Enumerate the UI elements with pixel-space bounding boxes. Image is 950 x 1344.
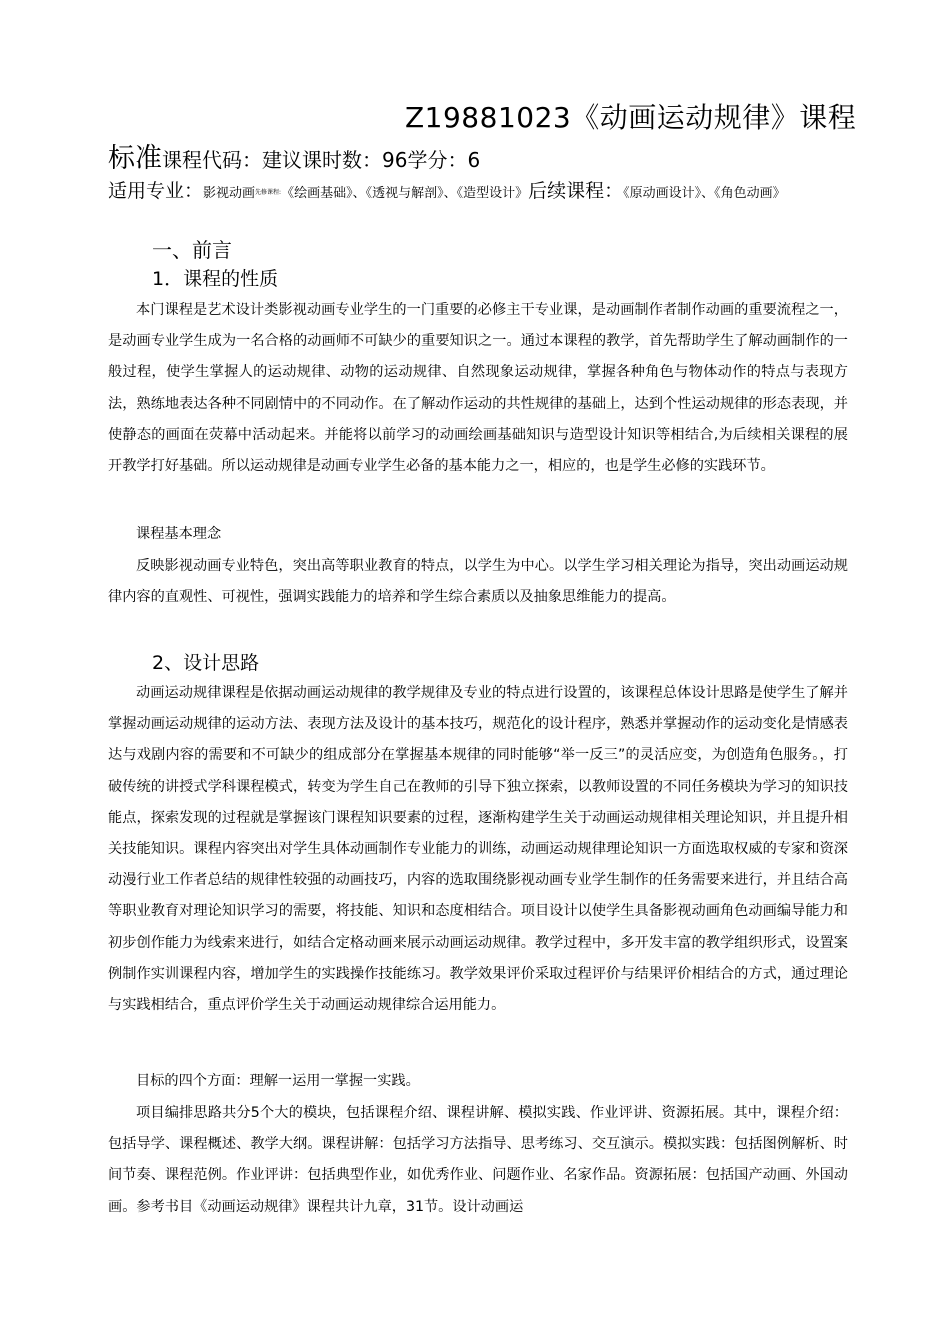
paragraph-course-nature: 本门课程是艺术设计类影视动画专业学生的一门重要的必修主干专业课，是动画制作者制作动画的重要流程之一，是动画专业学生成为一名合格的动画师不可缺少的重要知识之一。通过本课程的教学，首先帮助学生了解动画制作的一般过程，使学生掌握人的运动规律、动物的运动规律、自然现象运动规律，掌握各种角色与物体动作的特点与表现方法，熟练地表达各种不同剧情中的不同动作。在了解动作运动的共性规律的基础上，达到个性运动规律的形态表现，并使静态的画面在荧幕中活动起来。并能将以前学习的动画绘画基础知识与造型设计知识等相结合,为后续相关课程的展开教学打好基础。所以运动规律是动画专业学生必备的基本能力之一，相应的，也是学生必修的实践环节。: [108, 302, 848, 475]
course-prerequisites: [108, 174, 848, 211]
follow-up-courses: 《原动画设计》、《角色动画》: [623, 186, 786, 201]
course-code-hours-credits: 课程代码：建议课时数：96学分：6: [162, 148, 481, 172]
subsection-heading-design: 2、设计思路: [152, 652, 260, 674]
prerequisite-courses: 《绘画基础》、《透视与解剖》、《造型设计》: [281, 186, 529, 201]
paragraph-basic-concept: 反映影视动画专业特色，突出高等职业教育的特点，以学生为中心。以学生学习相关理论为指导，突出动画运动规律内容的直观性、可视性，强调实践能力的培养和学生综合素质以及抽象思维能力的提高。: [108, 558, 848, 606]
paragraph-design-idea: 动画运动规律课程是依据动画运动规律的教学规律及专业的特点进行设置的，该课程总体设计思路是使学生了解并掌握动画运动规律的运动方法、表现方法及设计的基本技巧，规范化的设计程序，熟悉并掌握动作的运动变化是情感表达与戏剧内容的需要和不可缺少的组成部分在掌握基本规律的同时能够“举一反三”的灵活应变，为创造角色服务。，打破传统的讲授式学科课程模式，转变为学生自己在教师的引导下独立探索，以教师设置的不同任务模块为学习的知识技能点，探索发现的过程就是掌握该门课程知识要素的过程，逐渐构建学生关于动画运动规律相关理论知识，并且提升相关技能知识。课程内容突出对学生具体动画制作专业能力的训练，动画运动规律理论知识一方面选取权威的专家和资深动漫行业工作者总结的规律性较强的动画技巧，内容的选取围绕影视动画专业学生制作的任务需要来进行，并且结合高等职业教育对理论知识学习的需要，将技能、知识和态度相结合。项目设计以使学生具备影视动画角色动画编导能力和初步创作能力为线索来进行，如结合定格动画来展示动画运动规律。教学过程中，多开发丰富的教学组织形式，设置案例制作实训课程内容，增加学生的实践操作技能练习。教学效果评价采取过程评价与结果评价相结合的方式，通过理论与实践相结合，重点评价学生关于动画运动规律综合运用能力。: [108, 685, 848, 1014]
standard-label: 标准: [108, 143, 162, 174]
prerequisite-note: 先修课程:: [255, 189, 282, 196]
subsection-heading-nature: 1．课程的性质: [152, 268, 279, 290]
applicable-major-label: 适用专业：: [108, 180, 204, 202]
section-heading-preface: 一、前言: [152, 238, 232, 262]
document-title: Z19881023《动画运动规律》课程: [405, 101, 857, 134]
paragraph-basic-concept-label: 课程基本理念: [136, 526, 222, 542]
course-meta-line: [108, 136, 480, 175]
follow-up-label: 后续课程：: [528, 180, 624, 202]
paragraph-project-modules: 项目编排思路共分5个大的模块，包括课程介绍、课程讲解、模拟实践、作业评讲、资源拓展。其中，课程介绍：包括导学、课程概述、教学大纲。课程讲解：包括学习方法指导、思考练习、交互演示。模拟实践：包括图例解析、时间节奏、课程范例。作业评讲：包括典型作业，如优秀作业、问题作业、名家作品。资源拓展：包括国产动画、外国动画。参考书目《动画运动规律》课程共计九章，31节。设计动画运: [108, 1105, 848, 1215]
paragraph-four-goals: 目标的四个方面：理解一运用一掌握一实践。: [136, 1073, 420, 1089]
applicable-major-value: 影视动画: [203, 186, 256, 201]
